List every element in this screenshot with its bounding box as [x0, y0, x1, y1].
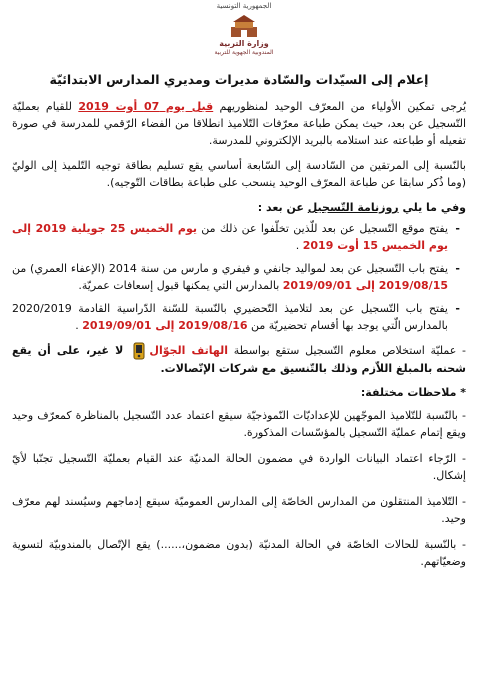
payment-paragraph [12, 342, 466, 377]
schedule-item-date: 2019/08/15 إلى 2019/09/01 [282, 279, 448, 292]
payment-text-a: - عمليّة استخلاص معلوم التّسجيل ستقع بواسطة [228, 344, 466, 357]
schedule-lead: وفي ما يلي [398, 201, 466, 214]
mobile-phone-icon [133, 342, 145, 360]
ministry-name: وزارة التربية [219, 39, 269, 48]
schedule-list [12, 220, 466, 334]
payment-text-b: لا غير، على أن يقع شحنه بالمبلغ اللاّزم وذلك بالتّنسيق مع شركات الإتّصالات. [12, 344, 466, 375]
schedule-item-date: يوم الخميس 25 جويلية 2019 إلى يوم الخميس 15 أوت 2019 [12, 222, 448, 252]
payment-mobile-phone: الهاتف الجوّال [149, 344, 229, 357]
p1-text-a: يُرجى تمكين الأولياء من المعرّف الوحيد لمنظوريهم [213, 100, 467, 113]
schedule-item-tail: بالمدارس التي يمكنها قبول إسعافات عمريّة. [78, 279, 283, 292]
notes-heading: * ملاحظات مختلفة: [360, 386, 466, 399]
note-item: - بالنّسبة للحالات الخاصّة في الحالة المدنيّة (بدون مضمون،......) يقع الإتّصال بالمندوبيّة لتسوية وضعيّاتهم. [12, 538, 466, 568]
p1-text-b: للقيام بعمليّة التّسجيل عن بعد، حيث يمكن طباعة معرّفات التّلاميذ انطلاقا من الفضاء الرّقمي للمدرسة في صورة تفعيله أو طباعته عند استلامه بالبريد الإلكتروني للمدرسة. [12, 100, 466, 147]
ministry-emblem-block [204, 2, 284, 56]
schedule-heading [12, 199, 466, 216]
note-item: - الرّجاء اعتماد البيانات الواردة في مضمون الحالة المدنيّة عند القيام بعمليّة التّسجيل تجنّبا لأيّ إشكال. [12, 452, 466, 482]
schedule-item-text: يفتح موقع التّسجيل عن بعد للّذين تخلّفوا عن ذلك من [197, 222, 449, 235]
schedule-item-text: يفتح باب التّسجيل عن بعد لمواليد جانفي و فيفري و مارس من سنة 2014 (الإعفاء العمري) من [12, 262, 449, 275]
paragraph-unique-id [12, 98, 466, 149]
paragraph-orientation: بالنّسبة إلى المرتقين من السّادسة إلى السّابعة أساسي يقع تسليم بطاقة توجيه التّلميذ إلى الوليّ (وما ذُكر سابقا عن طباعة المعرّف الوحيد ينسحب على طباعة بطاقات التّوجيه). [12, 159, 466, 189]
note-item: - التّلاميذ المنتقلون من المدارس الخاصّة إلى المدارس العموميّة سيقع إدماجهم وسيُسند لهم معرّف وحيد. [12, 495, 466, 525]
schedule-item-date: 2019/08/16 إلى 2019/09/01 [82, 319, 248, 332]
schedule-item [12, 300, 448, 334]
schedule-item [12, 260, 448, 294]
ministry-logo-icon [227, 13, 261, 39]
republic-seal-text: الجمهورية التونسية [216, 2, 272, 10]
p1-deadline: قبل يوم 07 أوت 2019 [78, 100, 214, 113]
letterhead [12, 0, 466, 64]
schedule-tail: عن بعد : [257, 201, 308, 214]
sub-ministry-name: المندوبية الجهوية للتربية [214, 49, 274, 56]
schedule-item-text: يفتح باب التّسجيل عن بعد لتلاميذ التّحضيري بالنّسبة للسّنة الدّراسية القادمة 2020/2019 بالمدارس الّتي يوجد بها أقسام تحضيريّة من [12, 302, 448, 332]
schedule-item [12, 220, 448, 254]
schedule-item-tail: . [295, 239, 303, 252]
schedule-label: روزنامة التّسجيل [307, 201, 399, 214]
page-title: إعلام إلى السيّدات والسّادة مديرات ومديري المدارس الابتدائيّة [49, 72, 429, 87]
schedule-item-tail: . [75, 319, 83, 332]
notes-section [12, 385, 466, 570]
note-item: - بالنّسبة للتّلاميذ الموجّهين للإعداديّات النّموذجيّة سيقع اعتماد عدد التّسجيل بالمناظرة كمعرّف وحيد ويقع إتمام عمليّة التّسجيل بالمؤسّسات المذكورة. [12, 409, 466, 439]
